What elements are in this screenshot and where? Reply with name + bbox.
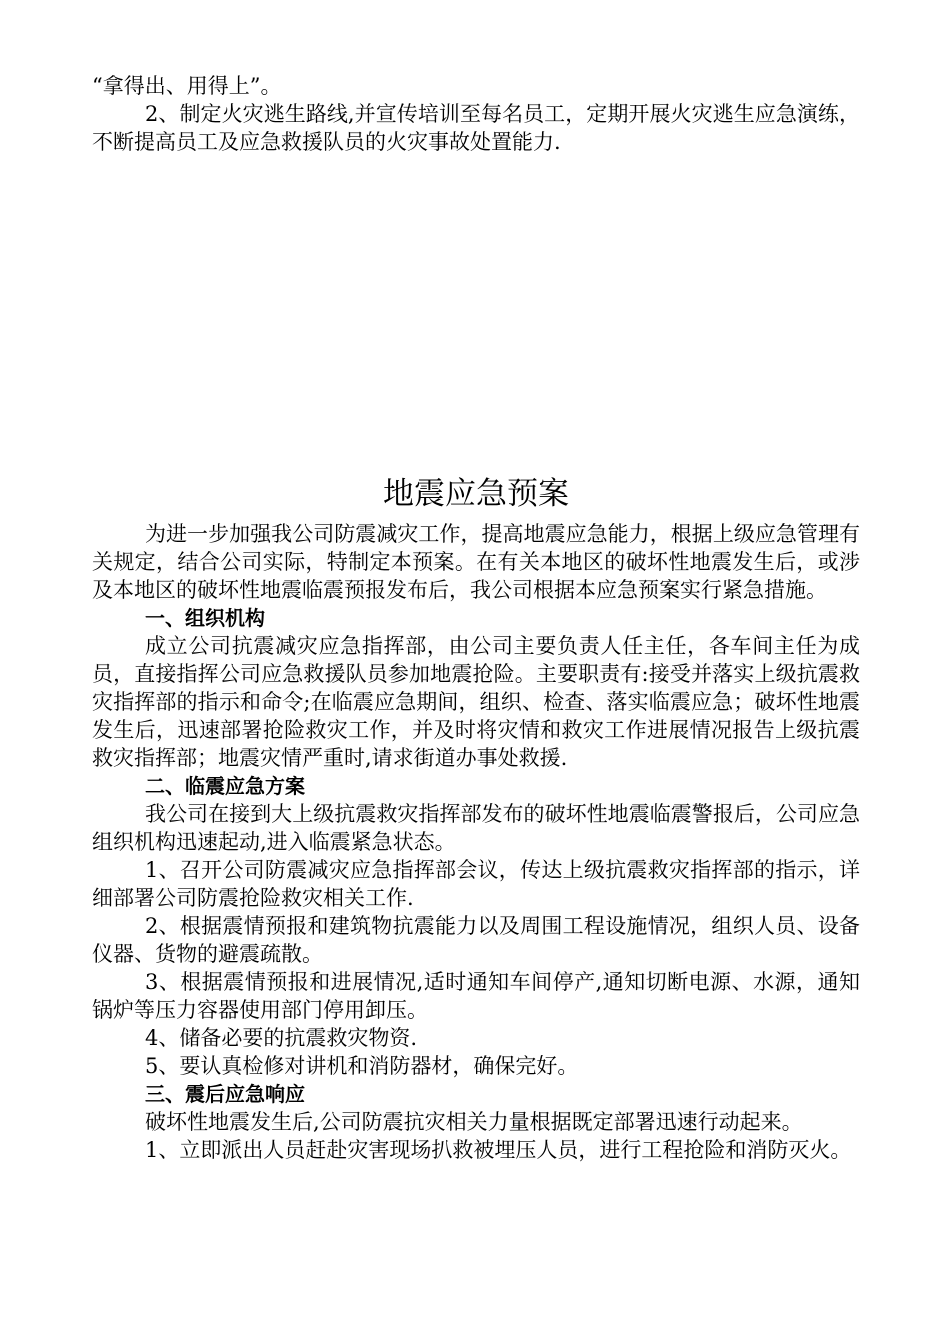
page-gap: [92, 156, 860, 474]
list-item: 3、根据震情预报和进展情况,适时通知车间停产,通知切断电源、水源，通知锅炉等压力容器使用部门停用卸压。: [92, 970, 860, 1022]
intro-paragraph: 为进一步加强我公司防震减灾工作，提高地震应急能力，根据上级应急管理有关规定，结合公司实际，特制定本预案。在有关本地区的破坏性地震发生后，或涉及本地区的破坏性地震临震预报发布后，我公司根据本应急预案实行紧急措施。: [92, 522, 860, 602]
list-item: 4、储备必要的抗震救灾物资.: [145, 1026, 418, 1050]
document-title: 地震应急预案: [383, 476, 569, 512]
section-heading: 一、组织机构: [145, 606, 265, 630]
list-item: 1、召开公司防震减灾应急指挥部会议，传达上级抗震救灾指挥部的指示，详细部署公司防震抢险救灾相关工作.: [92, 858, 860, 910]
body-paragraph: “拿得出、用得上”。: [92, 74, 282, 98]
list-item: 2、根据震情预报和建筑物抗震能力以及周围工程设施情况，组织人员、设备仪器、货物的避震疏散。: [92, 914, 860, 966]
section-heading: 二、临震应急方案: [145, 774, 305, 798]
document-page: [92, 72, 860, 1164]
body-paragraph: 2、制定火灾逃生路线,并宣传培训至每名员工，定期开展火灾逃生应急演练，不断提高员工及应急救援队员的火灾事故处置能力.: [92, 102, 860, 154]
body-paragraph: 破坏性地震发生后,公司防震抗灾相关力量根据既定部署迅速行动起来。: [145, 1110, 803, 1134]
list-item: 1、立即派出人员赶赴灾害现场扒救被埋压人员，进行工程抢险和消防灭火。: [145, 1138, 852, 1162]
section-heading: 三、震后应急响应: [145, 1082, 305, 1106]
body-paragraph: 成立公司抗震减灾应急指挥部，由公司主要负责人任主任，各车间主任为成员，直接指挥公司应急救援队员参加地震抢险。主要职责有:接受并落实上级抗震救灾指挥部的指示和命令;在临震应急期间，组织、检查、落实临震应急；破坏性地震发生后，迅速部署抢险救灾工作，并及时将灾情和救灾工作进展情况报告上级抗震救灾指挥部；地震灾情严重时,请求街道办事处救援.: [92, 634, 860, 770]
list-item: 5、要认真检修对讲机和消防器材，确保完好。: [145, 1054, 579, 1078]
body-paragraph: 我公司在接到大上级抗震救灾指挥部发布的破坏性地震临震警报后，公司应急组织机构迅速起动,进入临震紧急状态。: [92, 802, 860, 854]
